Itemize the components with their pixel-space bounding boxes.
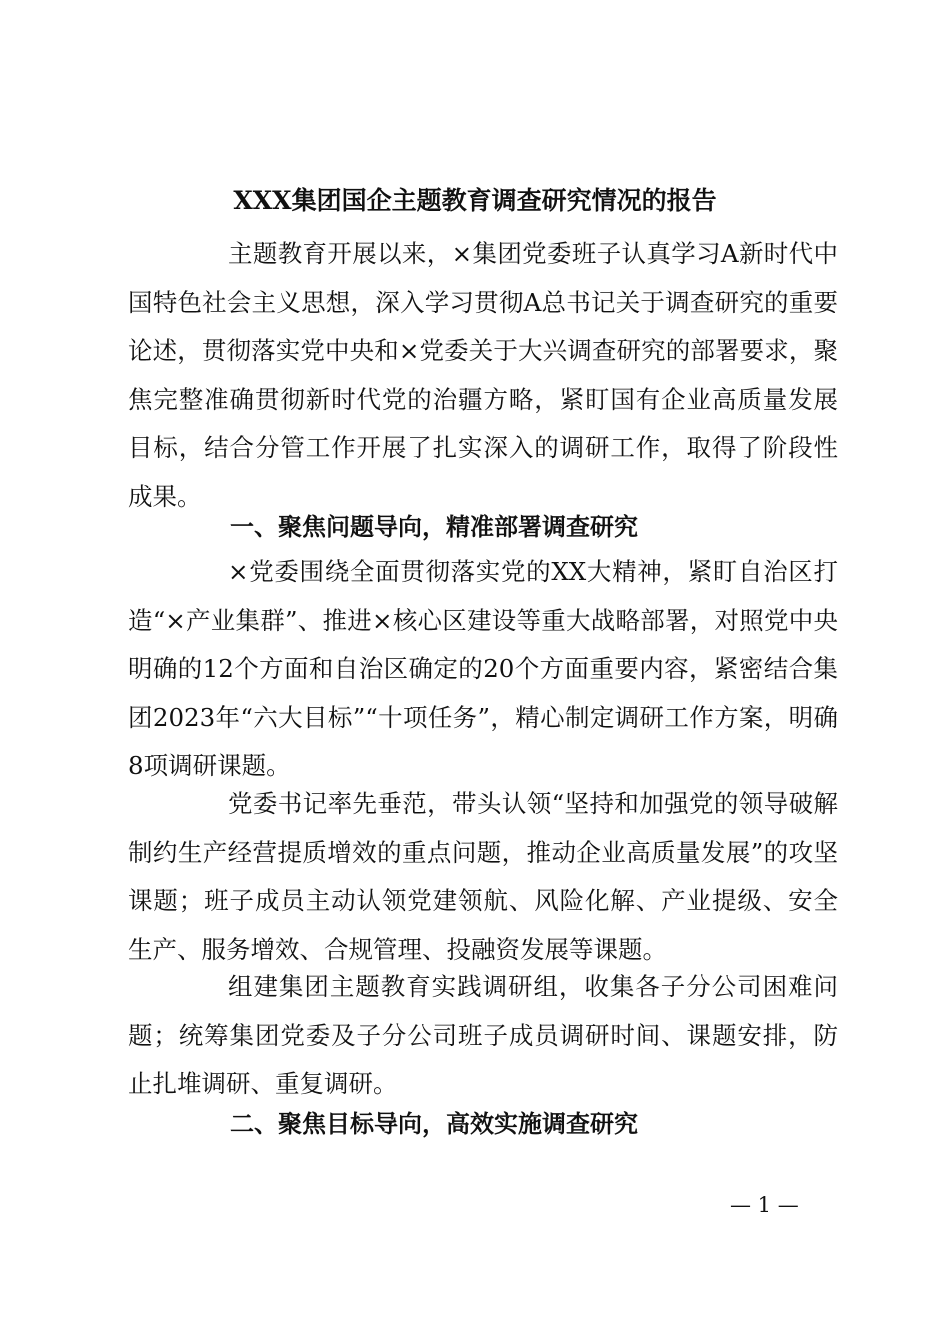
page-number: — 1 —: [730, 1193, 799, 1217]
section-1-paragraph-3: 组建集团主题教育实践调研组，收集各子分公司困难问题；统筹集团党委及子分公司班子成员调研时间、课题安排，防止扎堆调研、重复调研。: [128, 972, 838, 1098]
section-1-heading: 一、聚焦问题导向，精准部署调查研究: [230, 513, 638, 541]
intro-paragraph: 主题教育开展以来，×集团党委班子认真学习A新时代中国特色社会主义思想，深入学习贯彻A总书记关于调查研究的重要论述，贯彻落实党中央和×党委关于大兴调查研究的部署要求，聚焦完整准确贯彻新时代党的治疆方略，紧盯国有企业高质量发展目标，结合分管工作开展了扎实深入的调研工作，取得了阶段性成果。: [128, 239, 838, 511]
section-2-heading: 二、聚焦目标导向，高效实施调查研究: [230, 1110, 638, 1138]
section-1-paragraph-2: 党委书记率先垂范，带头认领“坚持和加强党的领导破解制约生产经营提质增效的重点问题，推动企业高质量发展”的攻坚课题；班子成员主动认领党建领航、风险化解、产业提级、安全生产、服务增效、合规管理、投融资发展等课题。: [128, 789, 838, 964]
section-1-paragraph-1: ×党委围绕全面贯彻落实党的XX大精神，紧盯自治区打造“×产业集群”、推进×核心区建设等重大战略部署，对照党中央明确的12个方面和自治区确定的20个方面重要内容，紧密结合集团2023年“六大目标”“十项任务”，精心制定调研工作方案，明确8项调研课题。: [128, 557, 838, 780]
document-title: XXX集团国企主题教育调查研究情况的报告: [233, 186, 717, 215]
